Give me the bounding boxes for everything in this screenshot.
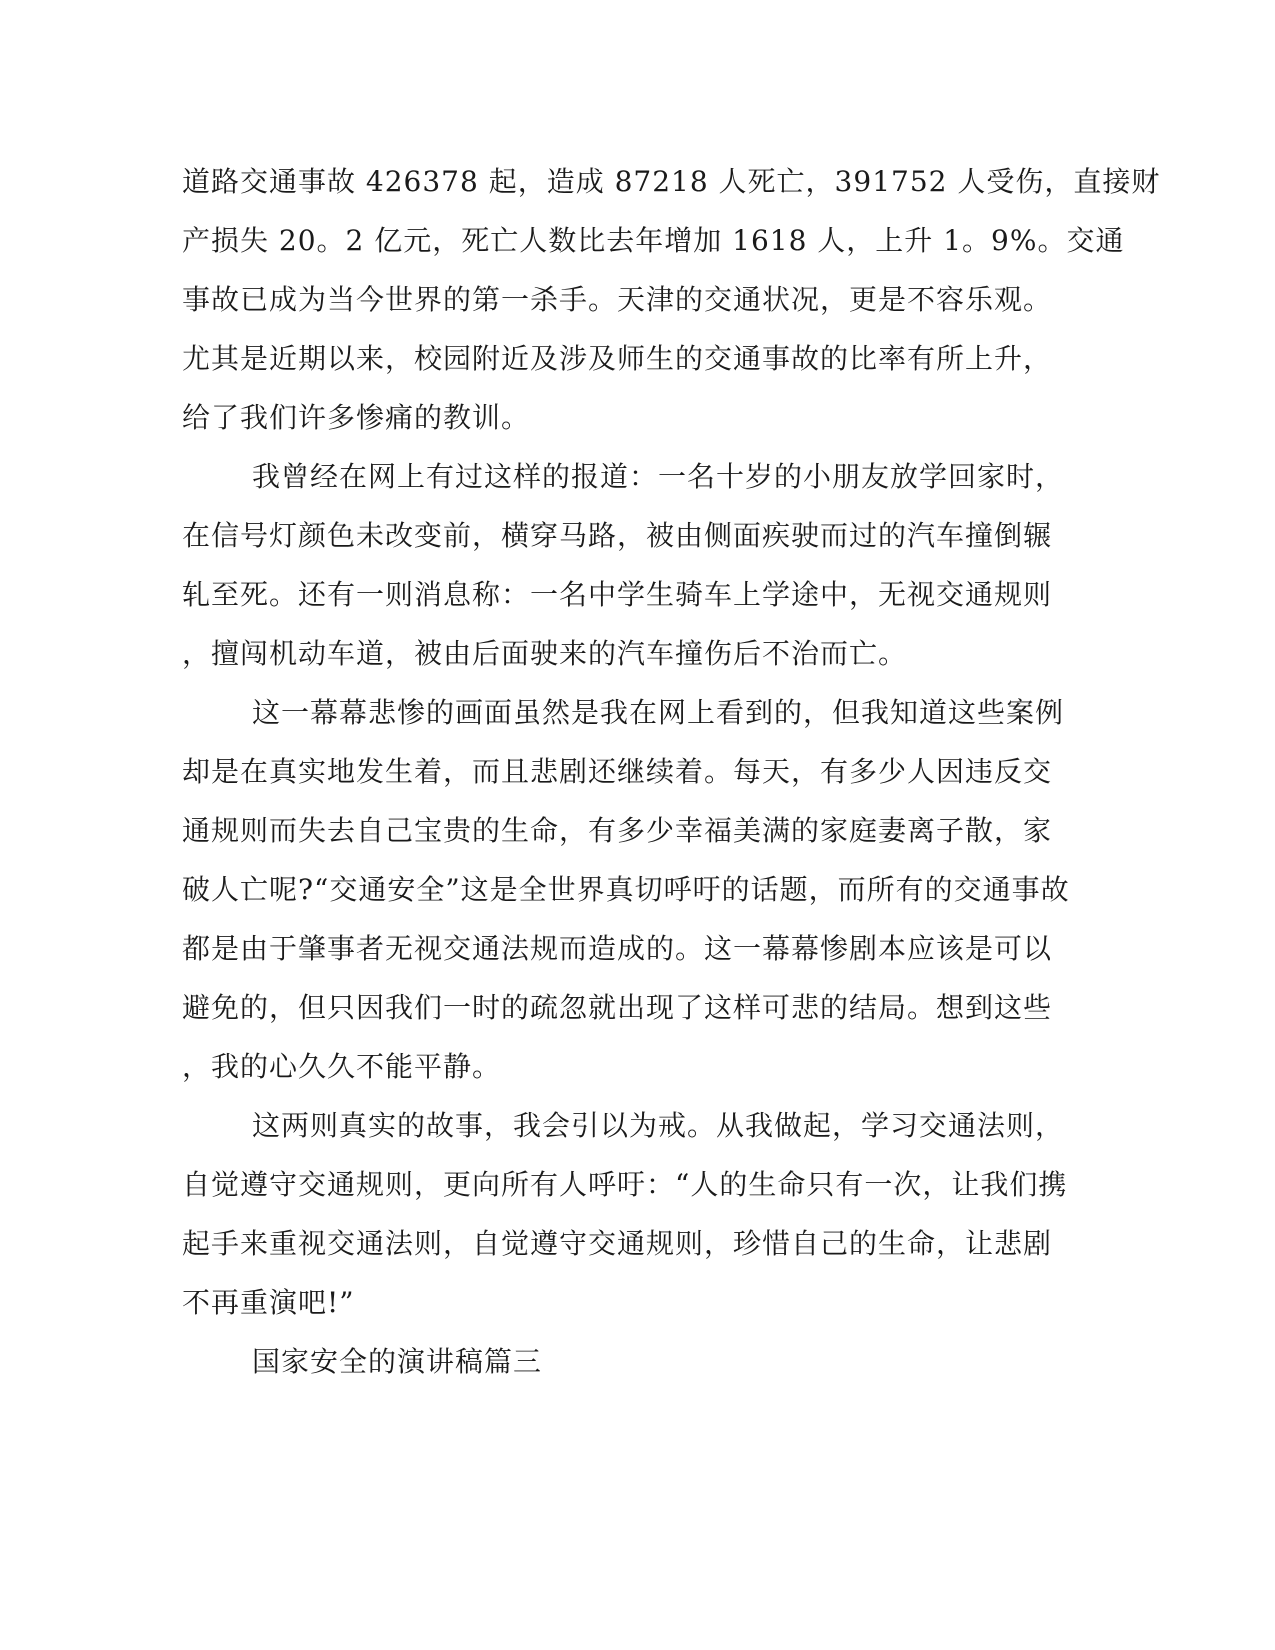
text-line: 不再重演吧!” (182, 1286, 355, 1319)
text-line: 尤其是近期以来，校园附近及涉及师生的交通事故的比率有所上升， (182, 342, 1053, 375)
text-line: 自觉遵守交通规则，更向所有人呼吁：“人的生命只有一次，让我们携 (182, 1168, 1068, 1201)
text-line: 在信号灯颜色未改变前，横穿马路，被由侧面疾驶而过的汽车撞倒辗 (182, 519, 1053, 552)
text-line: 产损失 20。2 亿元，死亡人数比去年增加 1618 人，上升 1。9%。交通 (182, 224, 1125, 257)
text-line: 起手来重视交通法则，自觉遵守交通规则，珍惜自己的生命，让悲剧 (182, 1227, 1053, 1260)
paragraph-start-line: 我曾经在网上有过这样的报道：一名十岁的小朋友放学回家时， (252, 460, 1065, 493)
text-line: ，我的心久久不能平静。 (182, 1050, 502, 1083)
text-line: 破人亡呢?“交通安全”这是全世界真切呼吁的话题，而所有的交通事故 (182, 873, 1070, 906)
text-line: ，擅闯机动车道，被由后面驶来的汽车撞伤后不治而亡。 (182, 637, 908, 670)
text-line: 都是由于肇事者无视交通法规而造成的。这一幕幕惨剧本应该是可以 (182, 932, 1053, 965)
text-line: 给了我们许多惨痛的教训。 (182, 401, 531, 434)
text-line: 事故已成为当今世界的第一杀手。天津的交通状况，更是不容乐观。 (182, 283, 1053, 316)
text-line: 避免的，但只因我们一时的疏忽就出现了这样可悲的结局。想到这些 (182, 991, 1053, 1024)
text-line: 轧至死。还有一则消息称：一名中学生骑车上学途中，无视交通规则 (182, 578, 1053, 611)
text-line: 道路交通事故 426378 起，造成 87218 人死亡，391752 人受伤，直接财 (182, 165, 1161, 198)
paragraph-start-line: 这两则真实的故事，我会引以为戒。从我做起，学习交通法则， (252, 1109, 1065, 1142)
text-line: 通规则而失去自己宝贵的生命，有多少幸福美满的家庭妻离子散，家 (182, 814, 1053, 847)
paragraph-start-line: 这一幕幕悲惨的画面虽然是我在网上看到的，但我知道这些案例 (252, 696, 1065, 729)
text-line: 却是在真实地发生着，而且悲剧还继续着。每天，有多少人因违反交 (182, 755, 1053, 788)
section-heading: 国家安全的演讲稿篇三 (252, 1345, 543, 1378)
